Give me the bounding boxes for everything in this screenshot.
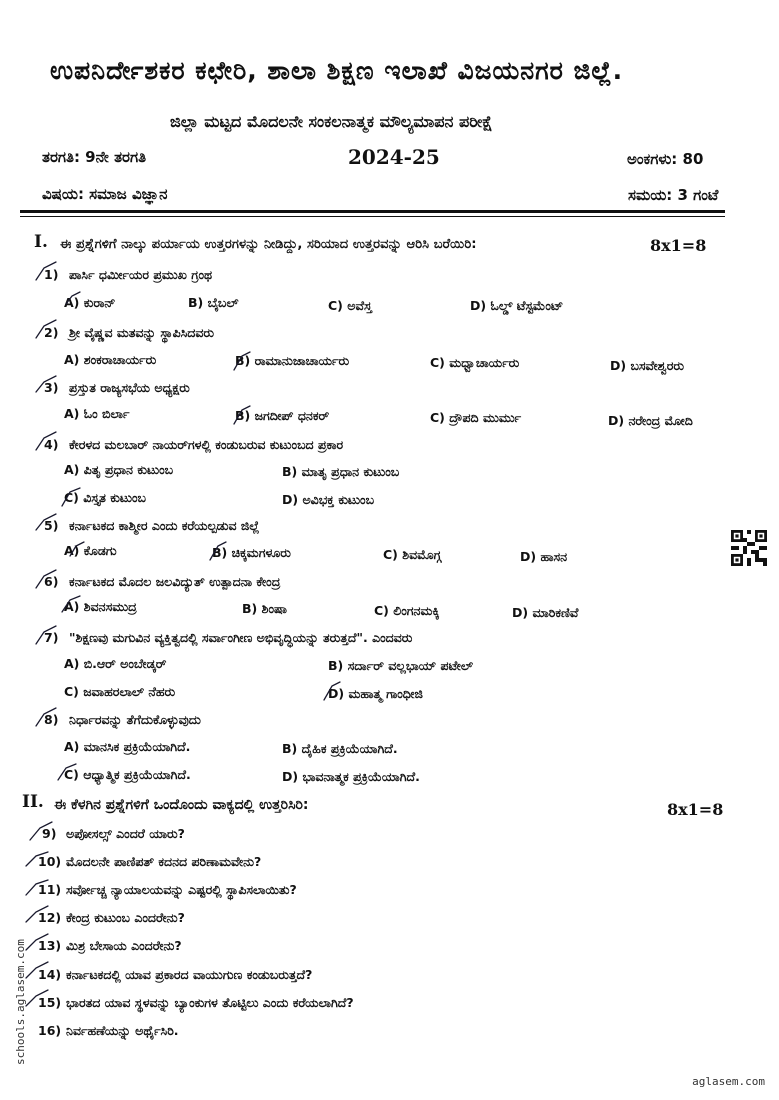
option-c: C) ಮಧ್ವಾಚಾರ್ಯರು (430, 355, 520, 370)
option-c: C) ಆಧ್ಯಾತ್ಮಿಕ ಪ್ರಕ್ರಿಯೆಯಾಗಿದೆ. (64, 767, 191, 782)
option-d: D) ಅವಿಭಕ್ತ ಕುಟುಂಬ (282, 492, 375, 507)
question-text: ಮಿಶ್ರ ಬೇಸಾಯ ಎಂದರೇನು? (66, 938, 182, 953)
question-number: 4) (44, 437, 59, 452)
question-number: 11) (38, 882, 62, 897)
option-a: A) ಮಾನಸಿಕ ಪ್ರಕ್ರಿಯೆಯಾಗಿದೆ. (64, 739, 191, 754)
office-title: ಉಪನಿರ್ದೇಶಕರ ಕಛೇರಿ, ಶಾಲಾ ಶಿಕ್ಷಣ ಇಲಾಖೆ ವಿಜಯನಗರ ಜಿಲ್ಲೆ. (50, 56, 624, 85)
class-label: ತರಗತಿ: 9ನೇ ತರಗತಿ (42, 148, 147, 166)
question-text: ಸರ್ವೋಚ್ಚ ನ್ಯಾಯಾಲಯವನ್ನು ಎಷ್ಟರಲ್ಲಿ ಸ್ಥಾಪಿಸಲಾಯಿತು? (66, 882, 297, 897)
section-2-instruction: ಈ ಕೆಳಗಿನ ಪ್ರಶ್ನೆಗಳಿಗೆ ಒಂದೊಂದು ವಾಕ್ಯದಲ್ಲಿ ಉತ್ತರಿಸಿರಿ: (54, 797, 309, 813)
time-label: ಸಮಯ: 3 ಗಂಟೆ (628, 186, 719, 204)
question-number: 8) (44, 712, 59, 727)
option-c: C) ಲಿಂಗನಮಕ್ಕಿ (374, 603, 440, 618)
question-number: 16) (38, 1023, 62, 1038)
question-text: ಕರ್ನಾಟಕದಲ್ಲಿ ಯಾವ ಪ್ರಕಾರದ ವಾಯುಗುಣ ಕಂಡುಬರುತ್ತದೆ? (66, 967, 313, 982)
option-b: B) ಬೈಬಲ್ (188, 295, 239, 310)
total-marks: ಅಂಕಗಳು: 80 (627, 150, 704, 168)
question-number: 12) (38, 910, 62, 925)
option-b: B) ದೈಹಿಕ ಪ್ರಕ್ರಿಯೆಯಾಗಿದೆ. (282, 741, 398, 756)
option-a: A) ಪಿತೃ ಪ್ರಧಾನ ಕುಟುಂಬ (64, 462, 174, 477)
question-number: 3) (44, 380, 59, 395)
section-2-number: II. (22, 792, 44, 812)
exam-title: ಜಿಲ್ಲಾ ಮಟ್ಟದ ಮೊದಲನೇ ಸಂಕಲನಾತ್ಮಕ ಮೌಲ್ಯಮಾಪನ ಪರೀಕ್ಷೆ (170, 112, 493, 131)
question-text: ಭಾರತದ ಯಾವ ಸ್ಥಳವನ್ನು ಬ್ಯಾಂಕುಗಳ ತೊಟ್ಟಿಲು ಎಂದು ಕರೆಯಲಾಗಿದೆ? (66, 995, 354, 1010)
option-d: D) ಮಾರಿಕಣಿವೆ (512, 605, 579, 620)
option-b: B) ಚಿಕ್ಕಮಗಳೂರು (212, 545, 291, 560)
question-text: ಕೇರಳದ ಮಲಬಾರ್ ನಾಯರ್‌ಗಳಲ್ಲಿ ಕಂಡುಬರುವ ಕುಟುಂಬದ ಪ್ರಕಾರ (69, 437, 344, 452)
option-a: A) ಬಿ.ಆರ್ ಅಂಬೇಡ್ಕರ್ (64, 656, 167, 671)
option-c: C) ಅವೆಸ್ತ (328, 298, 372, 313)
section-1-marks: 8x1=8 (650, 236, 707, 255)
option-c: C) ದ್ರೌಪದಿ ಮುರ್ಮು (430, 410, 522, 425)
question-number: 14) (38, 967, 62, 982)
option-a: A) ಕುರಾನ್ (64, 295, 116, 310)
option-a: A) ಶಿವನಸಮುದ್ರ (64, 599, 137, 614)
footer-watermark: aglasem.com (692, 1075, 765, 1088)
question-text: ಪ್ರಸ್ತುತ ರಾಜ್ಯಸಭೆಯ ಅಧ್ಯಕ್ಷರು (69, 380, 190, 395)
question-text: "ಶಿಕ್ಷಣವು ಮಗುವಿನ ವ್ಯಕ್ತಿತ್ವದಲ್ಲಿ ಸರ್ವಾಂಗೀಣ ಅಭಿವೃದ್ಧಿಯನ್ನು ತರುತ್ತದೆ". ಎಂದವರು (69, 630, 413, 645)
question-text: ನಿರ್ವಹಣೆಯನ್ನು ಅರ್ಥೈಸಿರಿ. (66, 1023, 179, 1038)
question-text: ಶ್ರೀ ವೈಷ್ಣವ ಮತವನ್ನು ಸ್ಥಾಪಿಸಿದವರು (69, 325, 214, 340)
option-b: B) ಶಿಂಷಾ (242, 601, 287, 616)
option-a: A) ಶಂಕರಾಚಾರ್ಯರು (64, 352, 157, 367)
option-c: C) ಶಿವಮೊಗ್ಗ (383, 547, 442, 562)
question-text: ಕೇಂದ್ರ ಕುಟುಂಬ ಎಂದರೇನು? (66, 910, 185, 925)
option-d: D) ಓಲ್ಡ್ ಟೆಸ್ಟಮೆಂಟ್ (470, 298, 564, 313)
question-number: 7) (44, 630, 59, 645)
question-text: ಅಪೋಸಲ್ಸ್ ಎಂದರೆ ಯಾರು? (66, 826, 185, 841)
question-number: 6) (44, 574, 59, 589)
question-number: 10) (38, 854, 62, 869)
question-text: ನಿರ್ಧಾರವನ್ನು ತೆಗೆದುಕೊಳ್ಳುವುದು (69, 712, 201, 727)
option-a: A) ಓಂ ಬಿರ್ಲಾ (64, 406, 130, 421)
question-number: 9) (42, 826, 57, 841)
question-number: 13) (38, 938, 62, 953)
side-watermark-text: schools.aglasem.com (14, 939, 27, 1065)
question-text: ಮೊದಲನೇ ಪಾಣಿಪತ್ ಕದನದ ಪರಿಣಾಮವೇನು? (66, 854, 262, 869)
option-b: B) ಜಗದೀಪ್ ಧನಕರ್ (235, 408, 330, 423)
question-text: ಪಾರ್ಸಿ ಧರ್ಮೀಯರ ಪ್ರಮುಖ ಗ್ರಂಥ (69, 267, 213, 282)
question-number: 15) (38, 995, 62, 1010)
option-d: D) ಹಾಸನ (520, 549, 568, 564)
question-text: ಕರ್ನಾಟಕದ ಮೊದಲ ಜಲವಿದ್ಯುತ್ ಉತ್ಪಾದನಾ ಕೇಂದ್ರ (69, 574, 281, 589)
section-1-number: I. (34, 232, 48, 252)
question-number: 2) (44, 325, 59, 340)
option-b: B) ರಾಮಾನುಜಾಚಾರ್ಯರು (235, 353, 350, 368)
academic-year: 2024-25 (348, 145, 440, 169)
option-a: A) ಕೊಡಗು (64, 543, 117, 558)
option-d: D) ಮಹಾತ್ಮ ಗಾಂಧೀಜಿ (328, 686, 423, 701)
option-c: C) ವಿಸ್ತೃತ ಕುಟುಂಬ (64, 490, 146, 505)
option-d: D) ಭಾವನಾತ್ಮಕ ಪ್ರಕ್ರಿಯೆಯಾಗಿದೆ. (282, 769, 420, 784)
question-number: 1) (44, 267, 59, 282)
option-d: D) ಬಸವೇಶ್ವರರು (610, 358, 684, 373)
section-2-marks: 8x1=8 (667, 800, 724, 819)
subject-label: ವಿಷಯ: ಸಮಾಜ ವಿಜ್ಞಾನ (42, 185, 168, 203)
option-c: C) ಜವಾಹರಲಾಲ್ ನೆಹರು (64, 684, 176, 699)
option-b: B) ಸರ್ದಾರ್ ವಲ್ಲಭಾಯ್ ಪಟೇಲ್ (328, 658, 474, 673)
question-text: ಕರ್ನಾಟಕದ ಕಾಶ್ಮೀರ ಎಂದು ಕರೆಯಲ್ಪಡುವ ಜಿಲ್ಲೆ (69, 518, 260, 533)
side-watermark (4, 895, 27, 1070)
option-d: D) ನರೇಂದ್ರ ಮೋದಿ (608, 413, 693, 428)
option-b: B) ಮಾತೃ ಪ್ರಧಾನ ಕುಟುಂಬ (282, 464, 400, 479)
question-number: 5) (44, 518, 59, 533)
section-1-instruction: ಈ ಪ್ರಶ್ನೆಗಳಿಗೆ ನಾಲ್ಕು ಪರ್ಯಾಯ ಉತ್ತರಗಳನ್ನು ನೀಡಿದ್ದು, ಸರಿಯಾದ ಉತ್ತರವನ್ನು ಆರಿಸಿ ಬರೆಯಿರಿ: (60, 237, 477, 252)
